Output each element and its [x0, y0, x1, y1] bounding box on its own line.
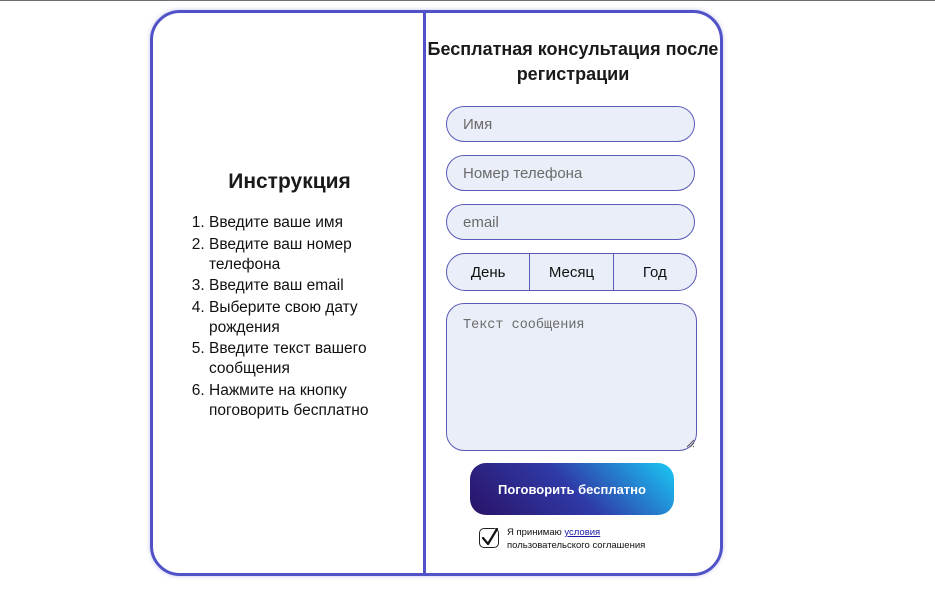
form-title: Бесплатная консультация после регистрации — [427, 39, 719, 84]
month-select[interactable]: Месяц — [529, 254, 612, 290]
agreement-checkbox[interactable] — [479, 528, 499, 548]
terms-link[interactable]: условия — [564, 527, 601, 538]
instruction-step: 5. Введите текст вашего сообщения — [209, 339, 399, 379]
panel-divider — [423, 13, 426, 573]
instructions-title: Инструкция — [228, 170, 351, 193]
agreement-text — [507, 526, 677, 552]
agreement-prefix: Я принимаю — [507, 527, 562, 538]
instruction-step: 1. Введите ваше имя — [209, 213, 399, 233]
registration-card — [150, 10, 723, 576]
email-input[interactable] — [446, 204, 695, 240]
checkmark-icon — [481, 527, 499, 547]
instruction-step: 2. Введите ваш номер телефона — [209, 235, 399, 275]
phone-input[interactable] — [446, 155, 695, 191]
instruction-step: 6. Нажмите на кнопку поговорить бесплатно — [209, 381, 399, 421]
instructions-list — [193, 213, 399, 422]
top-border-line — [0, 0, 935, 1]
resize-grip-icon[interactable] — [685, 438, 695, 448]
day-select[interactable]: День — [470, 263, 506, 281]
instruction-step: 4. Выберите свою дату рождения — [209, 298, 399, 338]
instruction-step: 3. Введите ваш email — [209, 276, 399, 296]
birthdate-selector — [446, 253, 697, 291]
submit-button[interactable]: Поговорить бесплатно — [470, 463, 674, 515]
message-textarea[interactable] — [446, 303, 697, 451]
year-select[interactable]: Год — [613, 254, 696, 290]
name-input[interactable] — [446, 106, 695, 142]
agreement-suffix: пользовательского соглашения — [507, 540, 646, 551]
